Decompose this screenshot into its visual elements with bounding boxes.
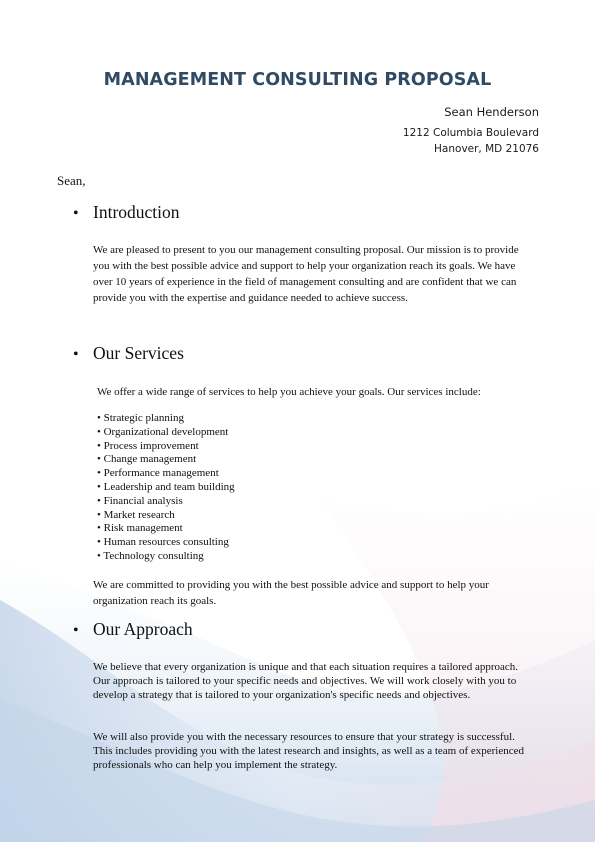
list-item: • Change management — [97, 453, 235, 467]
services-closing: We are committed to providing you with the best possible advice and support to help your organization reach its goals. — [93, 579, 489, 607]
services-intro: We offer a wide range of services to help you achieve your goals. Our services include: — [97, 386, 481, 398]
sender-name: Sean Henderson — [444, 105, 539, 119]
sender-block — [403, 105, 539, 157]
services-list — [97, 412, 235, 564]
list-item: • Strategic planning — [97, 412, 235, 426]
sender-address-line2: Hanover, MD 21076 — [434, 143, 539, 155]
list-item: • Human resources consulting — [97, 536, 235, 550]
introduction-paragraph: We are pleased to present to you our management consulting proposal. Our mission is to provide you with the best possible advice and support to help your organization reach its goals. We have over 10 years of experience in the field of management consulting and are confident that we can provide you with the expertise and guidance needed to achieve success. — [93, 244, 519, 304]
document-title: MANAGEMENT CONSULTING PROPOSAL — [103, 70, 492, 90]
section-heading-services — [73, 343, 184, 364]
section-heading-label: Introduction — [93, 202, 180, 222]
bullet-icon: • — [73, 346, 79, 363]
section-heading-approach — [73, 619, 193, 640]
list-item: • Leadership and team building — [97, 481, 235, 495]
sender-address-line1: 1212 Columbia Boulevard — [402, 127, 539, 139]
bullet-icon: • — [73, 205, 79, 222]
greeting: Sean, — [57, 173, 86, 188]
section-heading-introduction — [73, 202, 180, 223]
section-heading-label: Our Services — [93, 343, 184, 363]
list-item: • Performance management — [97, 467, 235, 481]
section-heading-label: Our Approach — [93, 619, 193, 639]
approach-paragraph-2: We will also provide you with the necessary resources to ensure that your strategy is successful. This includes providing you with the latest research and insights, as well as a team of experienced professionals who can help you implement the strategy. — [93, 731, 525, 771]
list-item: • Financial analysis — [97, 495, 235, 509]
bullet-icon: • — [73, 622, 79, 639]
list-item: • Risk management — [97, 522, 235, 536]
approach-paragraph-1: We believe that every organization is unique and that each situation requires a tailored approach. Our approach is tailored to your specific needs and objectives. We will work closely with you to develop a strategy that is tailored to your organization's specific needs and objectives. — [93, 661, 518, 701]
list-item: • Technology consulting — [97, 550, 235, 564]
list-item: • Process improvement — [97, 440, 235, 454]
list-item: • Organizational development — [97, 426, 235, 440]
list-item: • Market research — [97, 509, 235, 523]
